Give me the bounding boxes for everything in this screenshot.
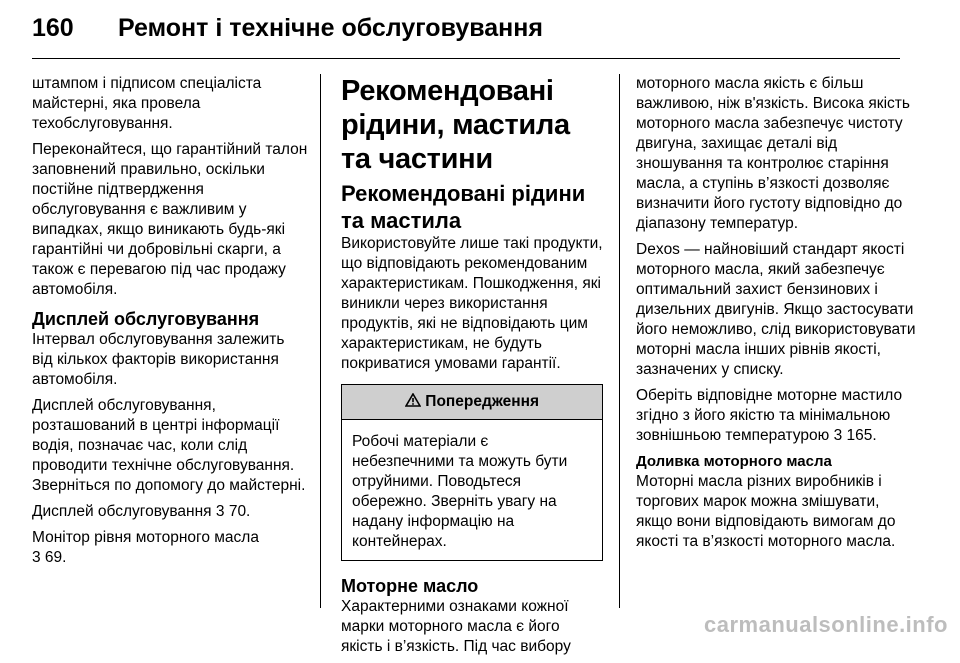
warning-text: Робочі матеріали є небезпечними та можуть бути отруйними. Поводьтеся обережно. Зверніть увагу на надану інформацію на контейнерах.: [352, 433, 568, 550]
subsection-title: Рекомендовані рідини та мастила: [341, 181, 586, 233]
page-header: [32, 14, 543, 48]
section-heading-service-display: Дисплей обслуговування: [32, 309, 260, 329]
reference-label: Монітор рівня моторного масла: [32, 529, 259, 546]
column-3: [636, 74, 916, 558]
paragraph: Інтервал обслуговування залежить від кількох факторів використання автомобіля.: [32, 331, 285, 388]
warning-box: [341, 384, 603, 561]
warning-title: Попередження: [425, 393, 539, 410]
chapter-title: Ремонт і технічне обслуговування: [118, 14, 543, 42]
section-heading-engine-oil: Моторне масло: [341, 576, 479, 596]
header-divider: [32, 58, 900, 59]
page-reference-link[interactable]: 3 165.: [833, 427, 877, 444]
warning-triangle-icon: [405, 393, 425, 410]
reference-label: Дисплей обслуговування: [32, 503, 212, 520]
column-divider-1: [320, 74, 321, 608]
paragraph: Переконайтеся, що гарантійний талон заповнений правильно, оскільки постійне підтвердження обслуговування є важливим у випадках, якщо виникають будь-які гарантійні чи добровільні скарги, а також є перевагою під час продажу автомобіля.: [32, 141, 308, 298]
warning-header: [342, 385, 602, 420]
paragraph-with-reference: [32, 502, 308, 522]
column-1: [32, 74, 308, 574]
page-reference-link[interactable]: 3 70.: [215, 503, 251, 520]
paragraph-with-reference: [32, 528, 308, 568]
section-title: Рекомендовані рідини, мастила та частини: [341, 75, 570, 175]
paragraph: Dexos — найновіший стандарт якості моторного масла, який забезпечує оптимальний захист бензинових і дизельних двигунів. Якщо застосувати його неможливо, слід використовувати моторні масла інших рівнів якості, зазначених у списку.: [636, 241, 916, 378]
section-heading-oil-topup: Доливка моторного масла: [636, 453, 832, 470]
column-2: [341, 74, 603, 663]
paragraph: Моторні масла різних виробників і торгових марок можна змішувати, якщо вони відповідають вимогам до якості та в’язкості моторного масла.: [636, 473, 896, 550]
column-divider-2: [619, 74, 620, 608]
paragraph: штампом і підписом спеціаліста майстерні, яка провела техобслуговування.: [32, 75, 262, 132]
watermark: carmanualsonline.info: [704, 612, 948, 637]
reference-label: Оберіть відповідне моторне мастило згідно з його якістю та мінімальною зовнішньою температурою: [636, 387, 903, 444]
page-reference-link[interactable]: 3 69.: [32, 549, 67, 566]
paragraph: моторного масла якість є більш важливою, ніж в'язкість. Висока якість моторного масла забезпечує чистоту двигуна, захищає деталі від зношування та контролює старіння масла, а ступінь в’язкості дозволяє визначити його густоту відповідно до діапазону температур.: [636, 75, 910, 232]
paragraph: Дисплей обслуговування, розташований в центрі інформації водія, позначає час, коли слід проводити технічне обслуговування. Зверніться по допомогу до майстерні.: [32, 397, 306, 494]
paragraph-with-reference: [636, 386, 916, 446]
page-number: 160: [32, 14, 74, 42]
paragraph: Використовуйте лише такі продукти, що відповідають рекомендованим характеристикам. Пошкодження, які виникли через використання продуктів, які не відповідають цим характеристикам, не будуть покриватися умовами гарантії.: [341, 235, 603, 372]
paragraph: Характерними ознаками кожної марки моторного масла є його якість і в’язкість. Під час вибору: [341, 598, 571, 655]
